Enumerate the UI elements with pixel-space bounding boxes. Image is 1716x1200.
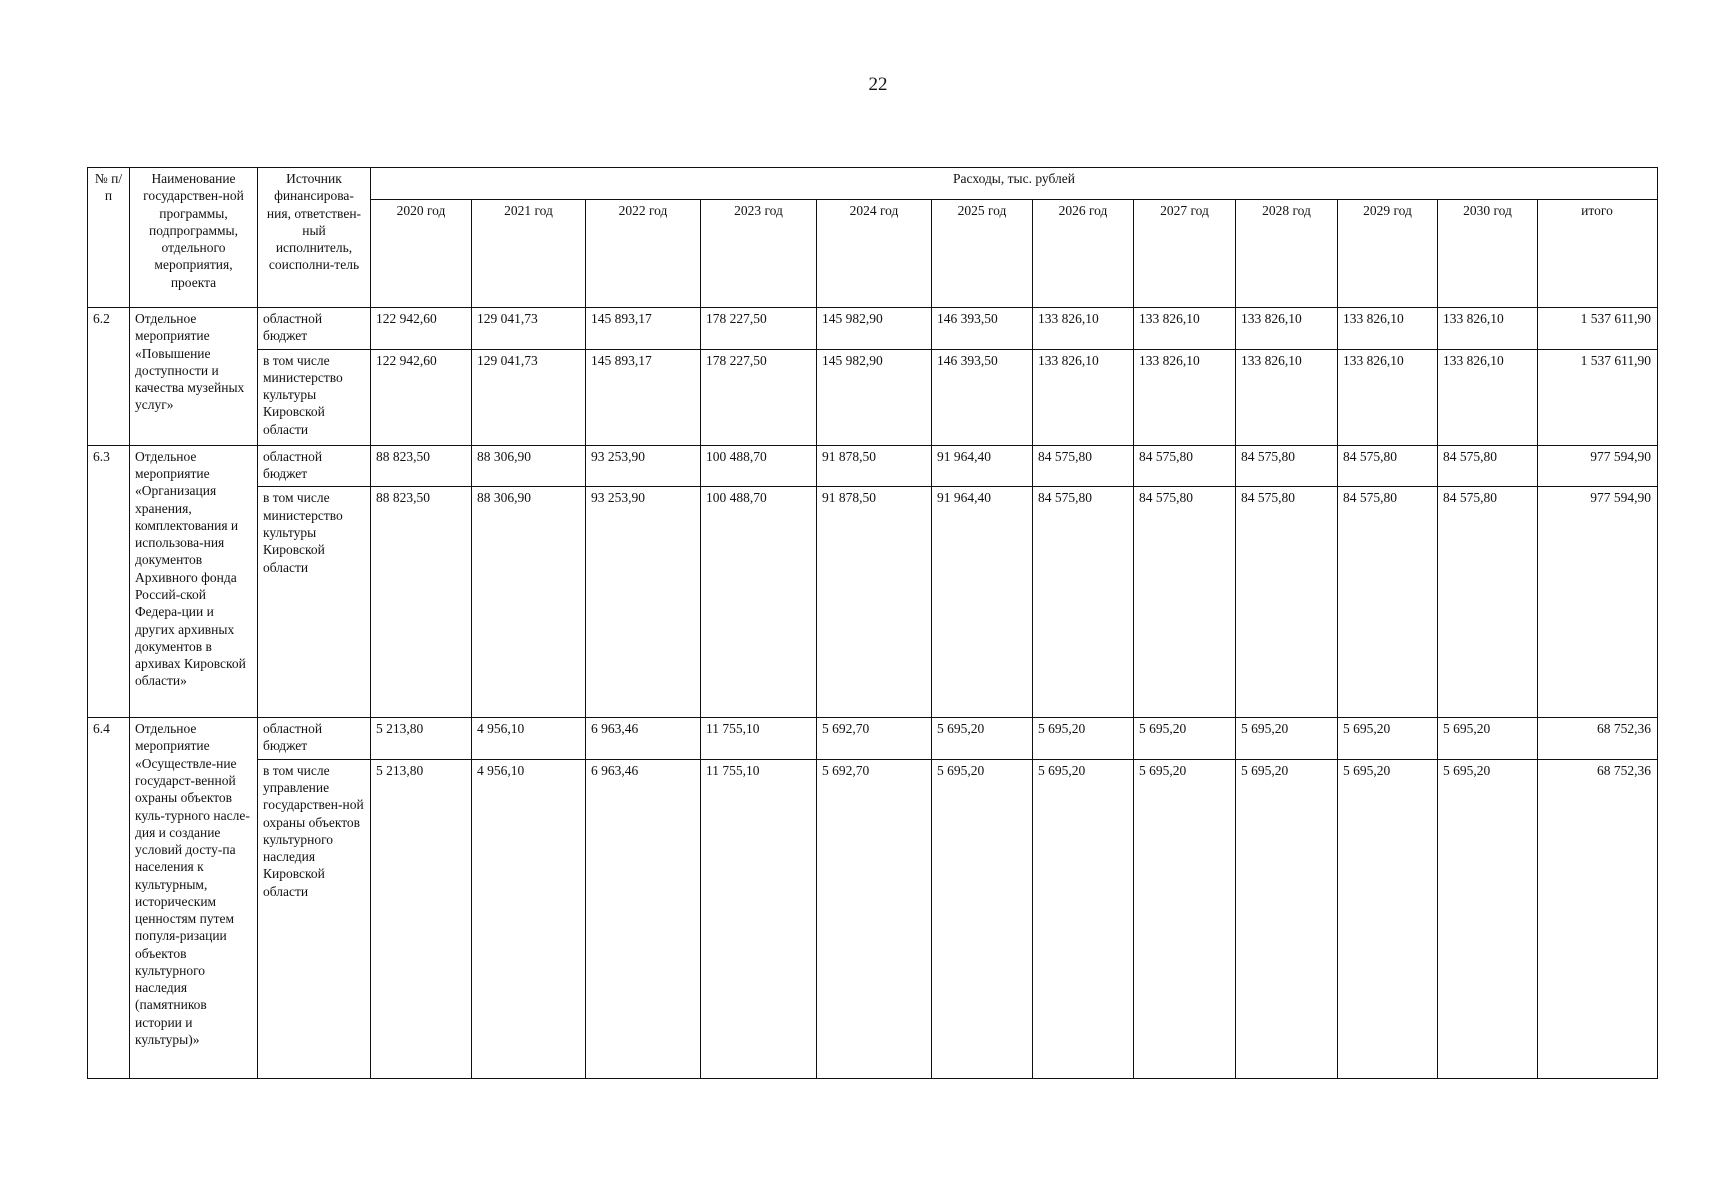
- year-value: 84 575,80: [1134, 487, 1236, 718]
- funding-source: в том числе министерство культуры Кировской области: [258, 349, 371, 445]
- header-expenses: Расходы, тыс. рублей: [371, 168, 1658, 200]
- total-value: 977 594,90: [1538, 445, 1658, 487]
- year-value: 5 695,20: [1033, 759, 1134, 1078]
- year-value: 133 826,10: [1338, 308, 1438, 350]
- header-year: 2030 год: [1438, 200, 1538, 308]
- table-row: [88, 487, 1658, 718]
- year-value: 4 956,10: [472, 759, 586, 1078]
- year-value: 11 755,10: [701, 718, 817, 760]
- year-value: 5 695,20: [932, 718, 1033, 760]
- header-total: итого: [1538, 200, 1658, 308]
- page-number: 22: [868, 74, 888, 95]
- year-value: 84 575,80: [1236, 445, 1338, 487]
- year-value: 5 695,20: [1134, 759, 1236, 1078]
- year-value: 91 878,50: [817, 445, 932, 487]
- table-row: [88, 445, 1658, 487]
- year-value: 129 041,73: [472, 349, 586, 445]
- header-name: Наименование государствен-ной программы, подпрограммы, отдельного мероприятия, проекта: [130, 168, 258, 308]
- year-value: 84 575,80: [1236, 487, 1338, 718]
- table-body: [88, 308, 1658, 1079]
- year-value: 133 826,10: [1033, 308, 1134, 350]
- year-value: 91 878,50: [817, 487, 932, 718]
- header-source: Источник финансирова-ния, ответствен-ный исполнитель, соисполни-тель: [258, 168, 371, 308]
- year-value: 4 956,10: [472, 718, 586, 760]
- year-value: 5 695,20: [1236, 759, 1338, 1078]
- year-value: 145 982,90: [817, 308, 932, 350]
- table-row: [88, 349, 1658, 445]
- year-value: 93 253,90: [586, 445, 701, 487]
- header-year: 2027 год: [1134, 200, 1236, 308]
- year-value: 6 963,46: [586, 718, 701, 760]
- header-year: 2023 год: [701, 200, 817, 308]
- row-number: 6.4: [88, 718, 130, 1079]
- budget-table: [87, 167, 1658, 1079]
- row-number: 6.3: [88, 445, 130, 717]
- total-value: 1 537 611,90: [1538, 308, 1658, 350]
- year-value: 11 755,10: [701, 759, 817, 1078]
- year-value: 5 213,80: [371, 759, 472, 1078]
- year-value: 146 393,50: [932, 308, 1033, 350]
- funding-source: областной бюджет: [258, 308, 371, 350]
- year-value: 88 306,90: [472, 487, 586, 718]
- year-value: 5 692,70: [817, 759, 932, 1078]
- year-value: 6 963,46: [586, 759, 701, 1078]
- year-value: 133 826,10: [1134, 308, 1236, 350]
- year-value: 84 575,80: [1033, 445, 1134, 487]
- year-value: 133 826,10: [1438, 349, 1538, 445]
- table-row: [88, 308, 1658, 350]
- table-row: [88, 718, 1658, 760]
- year-value: 5 695,20: [1033, 718, 1134, 760]
- total-value: 68 752,36: [1538, 759, 1658, 1078]
- header-year: 2028 год: [1236, 200, 1338, 308]
- year-value: 84 575,80: [1338, 487, 1438, 718]
- header-year: 2022 год: [586, 200, 701, 308]
- total-value: 1 537 611,90: [1538, 349, 1658, 445]
- header-year: 2021 год: [472, 200, 586, 308]
- activity-name: Отдельное мероприятие «Повышение доступности и качества музейных услуг»: [130, 308, 258, 446]
- year-value: 5 695,20: [1338, 718, 1438, 760]
- year-value: 122 942,60: [371, 308, 472, 350]
- year-value: 133 826,10: [1338, 349, 1438, 445]
- year-value: 145 893,17: [586, 349, 701, 445]
- year-value: 5 692,70: [817, 718, 932, 760]
- funding-source: в том числе министерство культуры Кировской области: [258, 487, 371, 718]
- total-value: 977 594,90: [1538, 487, 1658, 718]
- year-value: 133 826,10: [1033, 349, 1134, 445]
- year-value: 93 253,90: [586, 487, 701, 718]
- year-value: 122 942,60: [371, 349, 472, 445]
- table-row: [88, 759, 1658, 1078]
- header-year: 2025 год: [932, 200, 1033, 308]
- year-value: 100 488,70: [701, 487, 817, 718]
- row-number: 6.2: [88, 308, 130, 446]
- year-value: 133 826,10: [1438, 308, 1538, 350]
- year-value: 84 575,80: [1134, 445, 1236, 487]
- activity-name: Отдельное мероприятие «Осуществле-ние государст-венной охраны объектов куль-турного насле-дия и создание условий досту-па населения к культурным, историческим ценностям путем популя-ризации объектов культурного наследия (памятников истории и культуры)»: [130, 718, 258, 1079]
- year-value: 84 575,80: [1033, 487, 1134, 718]
- year-value: 129 041,73: [472, 308, 586, 350]
- year-value: 146 393,50: [932, 349, 1033, 445]
- year-value: 178 227,50: [701, 349, 817, 445]
- year-value: 133 826,10: [1236, 349, 1338, 445]
- year-value: 5 695,20: [1134, 718, 1236, 760]
- header-year: 2020 год: [371, 200, 472, 308]
- header-year: 2029 год: [1338, 200, 1438, 308]
- funding-source: областной бюджет: [258, 445, 371, 487]
- year-value: 5 213,80: [371, 718, 472, 760]
- year-value: 88 306,90: [472, 445, 586, 487]
- year-value: 5 695,20: [1438, 718, 1538, 760]
- year-value: 84 575,80: [1338, 445, 1438, 487]
- year-value: 145 893,17: [586, 308, 701, 350]
- header-year: 2026 год: [1033, 200, 1134, 308]
- year-value: 5 695,20: [1338, 759, 1438, 1078]
- year-value: 5 695,20: [1236, 718, 1338, 760]
- year-value: 145 982,90: [817, 349, 932, 445]
- total-value: 68 752,36: [1538, 718, 1658, 760]
- year-value: 84 575,80: [1438, 445, 1538, 487]
- year-value: 5 695,20: [932, 759, 1033, 1078]
- year-value: 88 823,50: [371, 445, 472, 487]
- year-value: 133 826,10: [1134, 349, 1236, 445]
- year-value: 5 695,20: [1438, 759, 1538, 1078]
- year-value: 178 227,50: [701, 308, 817, 350]
- funding-source: областной бюджет: [258, 718, 371, 760]
- activity-name: Отдельное мероприятие «Организация хранения, комплектования и использова-ния документов Архивного фонда Россий-ской Федера-ции и других архивных документов в архивах Кировской области»: [130, 445, 258, 717]
- year-value: 84 575,80: [1438, 487, 1538, 718]
- year-value: 91 964,40: [932, 487, 1033, 718]
- year-value: 91 964,40: [932, 445, 1033, 487]
- year-value: 88 823,50: [371, 487, 472, 718]
- funding-source: в том числе управление государствен-ной охраны объектов культурного наследия Кировской области: [258, 759, 371, 1078]
- header-num: № п/п: [88, 168, 130, 308]
- year-value: 133 826,10: [1236, 308, 1338, 350]
- header-year: 2024 год: [817, 200, 932, 308]
- year-value: 100 488,70: [701, 445, 817, 487]
